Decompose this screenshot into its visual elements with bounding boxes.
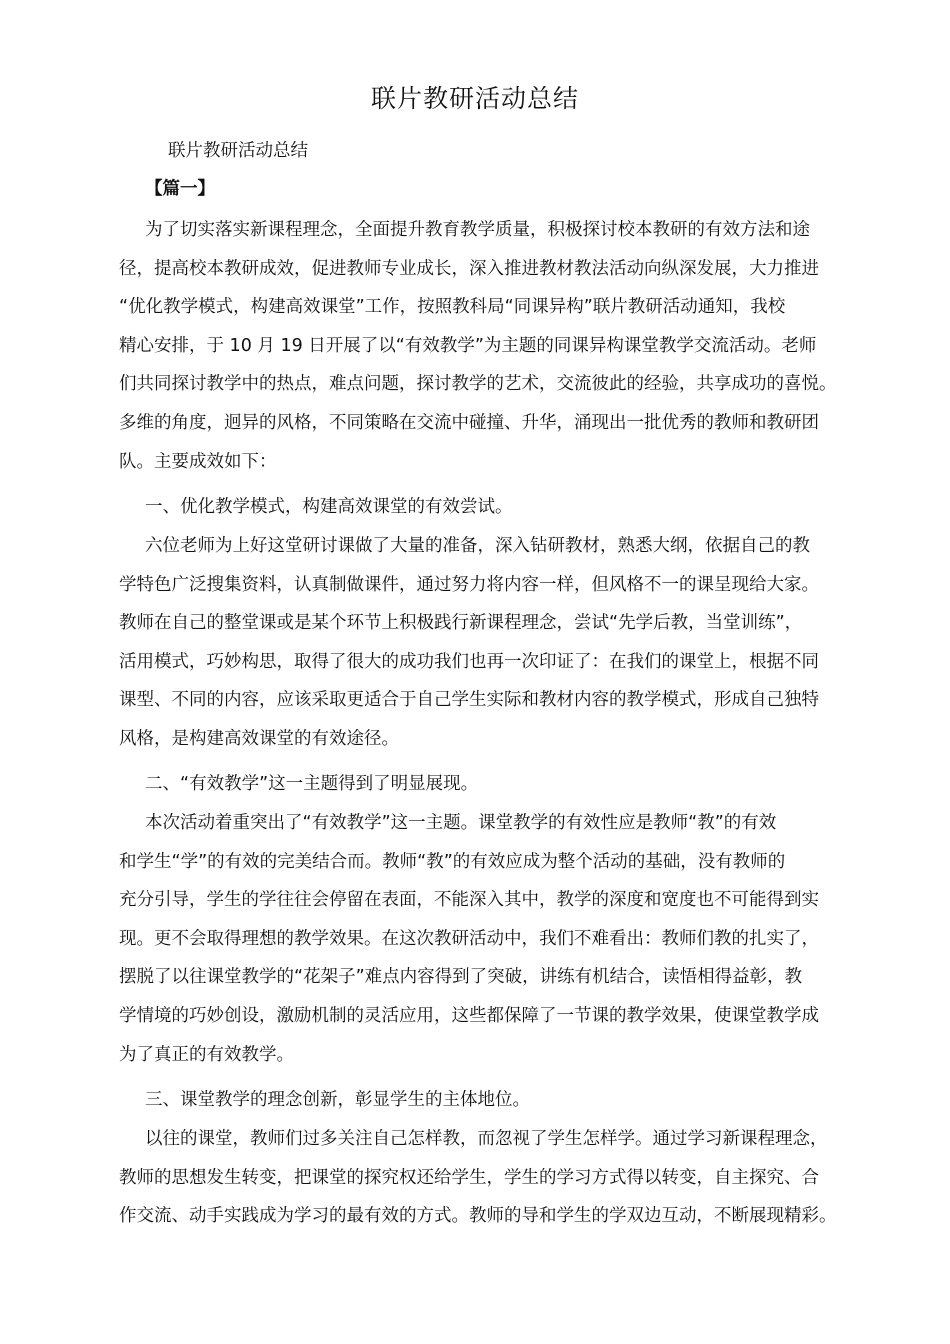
text-line: 径，提高校本教研成效，促进教师专业成长，深入推进教材教法活动向纵深发展，大力推进	[119, 258, 819, 279]
text-line: 教师的思想发生转变，把课堂的探究权还给学生，学生的学习方式得以转变，自主探究、合	[119, 1167, 819, 1188]
text-line: 六位老师为上好这堂研讨课做了大量的准备，深入钻研教材，熟悉大纲，依据自己的教	[145, 536, 810, 556]
text-line: 为了切实落实新课程理念，全面提升教育教学质量，积极探讨校本教研的有效方法和途	[145, 220, 810, 240]
heading-three	[119, 1081, 849, 1120]
paragraph-one	[119, 527, 849, 759]
section-tag: 【篇一】	[145, 179, 215, 199]
text-line: 作交流、动手实践成为学习的最有效的方式。教师的导和学生的学双边互动，不断展现精彩。	[119, 1206, 837, 1227]
paragraph-three	[119, 1120, 849, 1236]
text-line: 队。主要成效如下：	[119, 451, 277, 472]
paragraph-two	[119, 804, 849, 1074]
text-line: 充分引导，学生的学往往会停留在表面，不能深入其中，教学的深度和宽度也不可能得到实	[119, 890, 819, 911]
section-heading: 一、优化教学模式，构建高效课堂的有效尝试。	[145, 497, 513, 517]
heading-two	[119, 765, 849, 804]
text-line: 精心安排，于 10 月 19 日开展了以“有效教学”为主题的同课异构课堂教学交流活动。老师	[119, 335, 817, 356]
text-line: 课型、不同的内容，应该采取更适合于自己学生实际和教材内容的教学模式，形成自己独特	[119, 690, 819, 711]
text-line: 们共同探讨教学中的热点，难点问题，探讨教学的艺术，交流彼此的经验，共享成功的喜悦。	[119, 374, 837, 395]
text-line: 以往的课堂，教师们过多关注自己怎样教，而忽视了学生怎样学。通过学习新课程理念，	[145, 1129, 828, 1149]
document-title: 联片教研活动总结	[370, 84, 579, 113]
text-line: 本次活动着重突出了“有效教学”这一主题。课堂教学的有效性应是教师“教”的有效	[145, 813, 777, 833]
text-line: 和学生“学”的有效的完美结合而。教师“教”的有效应成为整个活动的基础，没有教师的	[119, 851, 786, 872]
text-line: 活用模式，巧妙构思，取得了很大的成功我们也再一次印证了：在我们的课堂上，根据不同	[119, 651, 819, 672]
text-line: 风格，是构建高效课堂的有效途径。	[119, 728, 399, 749]
text-line: 为了真正的有效教学。	[119, 1044, 294, 1065]
text-line: 现。更不会取得理想的教学效果。在这次教研活动中，我们不难看出：教师们教的扎实了，	[119, 928, 819, 949]
text-line: 摆脱了以往课堂教学的“花架子”难点内容得到了突破，讲练有机结合，读悟相得益彰，教	[119, 967, 803, 988]
section-heading: 二、“有效教学”这一主题得到了明显展现。	[145, 774, 479, 794]
text-line: 学情境的巧妙创设，激励机制的灵活应用，这些都保障了一节课的教学效果，使课堂教学成	[119, 1005, 819, 1026]
paragraph-intro	[119, 211, 849, 481]
text-line: 学特色广泛搜集资料，认真制做课件，通过努力将内容一样，但风格不一的课呈现给大家。	[119, 574, 819, 595]
document-subtitle: 联片教研活动总结	[168, 141, 308, 161]
heading-one	[119, 488, 849, 527]
section-heading: 三、课堂教学的理念创新，彰显学生的主体地位。	[145, 1090, 530, 1110]
text-line: 教师在自己的整堂课或是某个环节上积极践行新课程理念，尝试“先学后教，当堂训练”，	[119, 613, 803, 634]
text-line: “优化教学模式，构建高效课堂”工作，按照教科局“同课异构”联片教研活动通知，我校	[119, 297, 786, 318]
text-line: 多维的角度，迥异的风格，不同策略在交流中碰撞、升华，涌现出一批优秀的教师和教研团	[119, 412, 819, 433]
